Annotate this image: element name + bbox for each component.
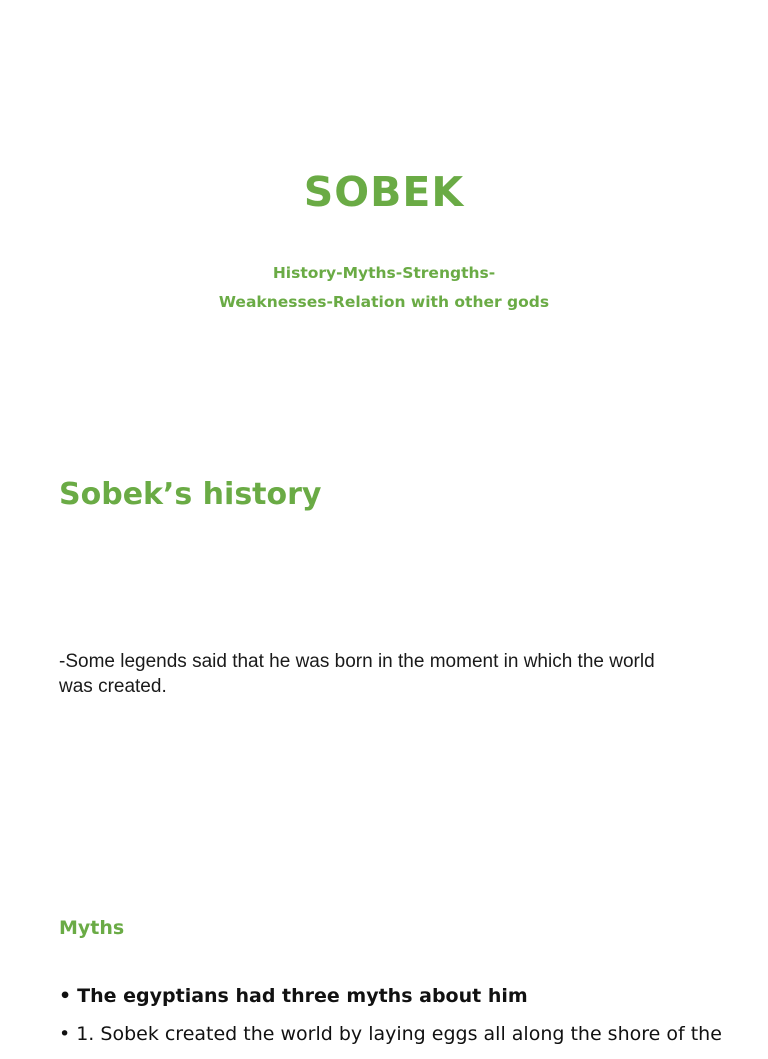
history-paragraph [59,649,739,699]
myths-bullet-list [59,983,759,1059]
bullet-icon: • [59,1023,71,1045]
document-title: SOBEK [303,168,465,216]
history-line-2: was created. [59,676,167,697]
myths-heading: Myths [59,917,125,939]
list-item [59,1021,759,1047]
history-line-1: -Some legends said that he was born in the moment in which the world [59,651,655,672]
bullet-text: 1. Sobek created the world by laying eggs all along the shore of the [76,1023,722,1045]
history-heading: Sobek’s history [59,477,322,512]
list-item [59,983,759,1009]
bullet-text: The egyptians had three myths about him [77,985,528,1007]
subtitle-line-1: History-Myths-Strengths- [272,264,496,282]
bullet-icon: • [59,985,72,1007]
subtitle-line-2: Weaknesses-Relation with other gods [218,293,550,311]
document-subtitle [0,259,768,317]
